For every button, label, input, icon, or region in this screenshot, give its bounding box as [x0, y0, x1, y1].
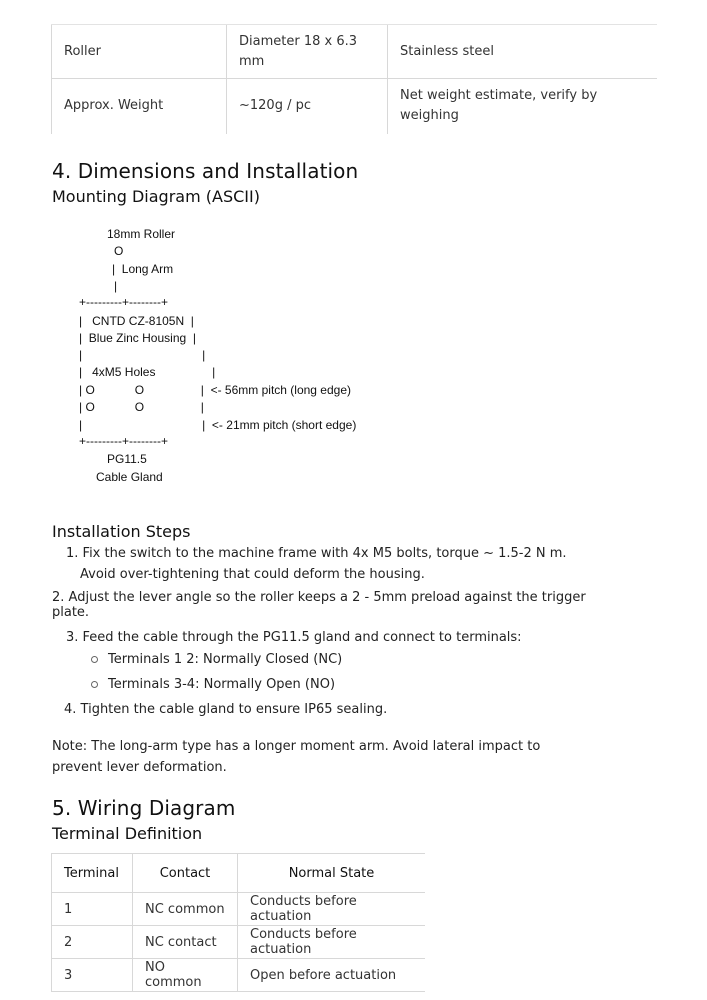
list-item: Avoid over-tightening that could deform the housing.: [80, 567, 425, 582]
ascii-line: | O O | <- 56mm pitch (long edge): [79, 383, 351, 397]
table-cell: NC contact: [133, 926, 238, 959]
table-cell: 3: [52, 959, 133, 992]
ascii-line: O: [114, 244, 124, 258]
table-row: [52, 79, 658, 134]
note-line: prevent lever deformation.: [52, 760, 227, 775]
spec-cell: Net weight estimate, verify by weighing: [388, 79, 658, 134]
spec-cell: ~120g / pc: [227, 79, 388, 134]
ascii-line: | |: [79, 348, 206, 362]
table-row: [52, 959, 426, 992]
ascii-line: | | <- 21mm pitch (short edge): [79, 418, 357, 432]
column-header: Contact: [133, 854, 238, 893]
ascii-line: | Long Arm: [112, 262, 174, 276]
ascii-line: | CNTD CZ-8105N |: [79, 314, 194, 328]
installation-steps-heading: Installation Steps: [52, 522, 191, 541]
note-line: Note: The long-arm type has a longer moment arm. Avoid lateral impact to: [52, 739, 541, 754]
ascii-line: +---------+--------+: [79, 434, 168, 448]
ascii-line: 18mm Roller: [107, 227, 176, 241]
table-header-row: [52, 854, 426, 893]
list-item: 3. Feed the cable through the PG11.5 gland and connect to terminals:: [66, 630, 522, 645]
table-row: [52, 926, 426, 959]
bullet-icon: [91, 656, 98, 663]
table-row: [52, 25, 658, 79]
ascii-line: |: [114, 279, 118, 293]
ascii-line: | Blue Zinc Housing |: [79, 331, 196, 345]
list-item: plate.: [52, 605, 90, 620]
table-cell: 2: [52, 926, 133, 959]
spec-cell: Stainless steel: [388, 25, 658, 79]
spec-cell: Approx. Weight: [52, 79, 227, 134]
table-cell: Open before actuation: [238, 959, 426, 992]
ascii-line: PG11.5: [107, 452, 147, 466]
table-row: [52, 893, 426, 926]
spec-table: [51, 24, 657, 134]
column-header: Normal State: [238, 854, 426, 893]
list-item: 1. Fix the switch to the machine frame with 4x M5 bolts, torque ~ 1.5-2 N m.: [66, 546, 567, 561]
list-item: Terminals 1 2: Normally Closed (NC): [108, 652, 343, 667]
ascii-line: | O O |: [79, 400, 204, 414]
table-cell: NO common: [133, 959, 238, 992]
ascii-line: | 4xM5 Holes |: [79, 365, 216, 379]
mounting-diagram-heading: Mounting Diagram (ASCII): [52, 187, 260, 206]
list-item: 4. Tighten the cable gland to ensure IP65 sealing.: [64, 702, 388, 717]
table-cell: 1: [52, 893, 133, 926]
bullet-icon: [91, 681, 98, 688]
section-5-heading: 5. Wiring Diagram: [52, 796, 236, 820]
table-cell: Conducts before actuation: [238, 926, 426, 959]
ascii-line: +---------+--------+: [79, 295, 168, 309]
table-cell: Conducts before actuation: [238, 893, 426, 926]
note-paragraph: [52, 736, 540, 778]
list-item: 2. Adjust the lever angle so the roller keeps a 2 - 5mm preload against the trigger: [52, 590, 586, 605]
terminal-table: [51, 853, 425, 992]
section-4-heading: 4. Dimensions and Installation: [52, 159, 359, 183]
ascii-line: Cable Gland: [96, 470, 163, 484]
column-header: Terminal: [52, 854, 133, 893]
list-item: Terminals 3-4: Normally Open (NO): [108, 677, 336, 692]
spec-cell: Roller: [52, 25, 227, 79]
table-cell: NC common: [133, 893, 238, 926]
spec-cell: Diameter 18 x 6.3 mm: [227, 25, 388, 79]
terminal-definition-heading: Terminal Definition: [52, 824, 203, 843]
